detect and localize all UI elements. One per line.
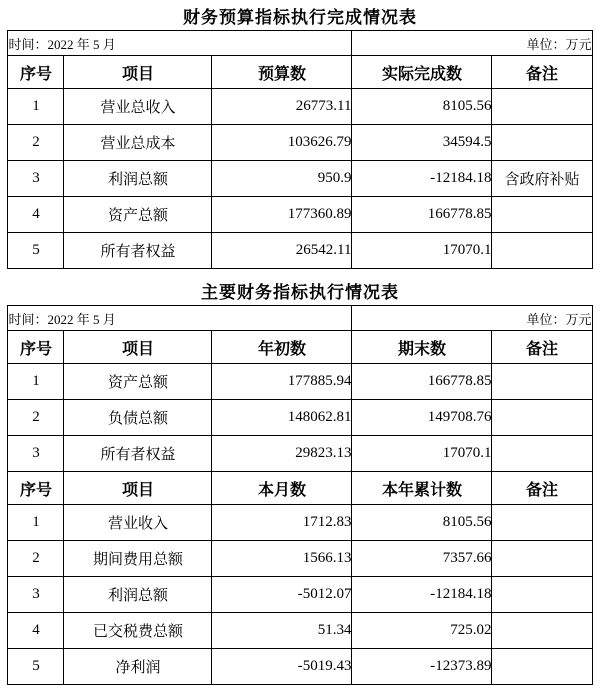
row-value-end: 149708.76 (352, 400, 492, 436)
row-value-budget: 950.9 (212, 161, 352, 197)
row-index: 4 (8, 197, 64, 233)
row-value-begin: 29823.13 (212, 436, 352, 472)
row-index: 2 (8, 541, 64, 577)
row-value-actual: -12184.18 (352, 161, 492, 197)
row-value-budget: 177360.89 (212, 197, 352, 233)
row-value-end: 166778.85 (352, 364, 492, 400)
row-index: 3 (8, 577, 64, 613)
row-value-ytd: 7357.66 (352, 541, 492, 577)
row-index: 3 (8, 436, 64, 472)
section2a-header-begin: 年初数 (212, 331, 352, 364)
table-row (8, 400, 592, 436)
section1-title: 财务预算指标执行完成情况表 (182, 7, 417, 27)
row-item: 已交税费总额 (64, 613, 212, 649)
table-row (8, 125, 592, 161)
section1-header-index: 序号 (8, 56, 64, 89)
section2a-header-index: 序号 (8, 331, 64, 364)
table-row (8, 541, 592, 577)
row-item: 资产总额 (64, 364, 212, 400)
row-value-actual: 17070.1 (352, 233, 492, 269)
row-item: 负债总额 (64, 400, 212, 436)
table-row (8, 233, 592, 269)
row-value-month: 51.34 (212, 613, 352, 649)
row-index: 1 (8, 364, 64, 400)
row-note (492, 505, 592, 541)
section2b-header-note: 备注 (492, 472, 592, 505)
section2-meta-row (8, 306, 592, 331)
section1-meta-right: 单位：万元 (352, 31, 592, 56)
table-row (8, 197, 592, 233)
table-row (8, 161, 592, 197)
row-item: 营业收入 (64, 505, 212, 541)
row-value-ytd: -12184.18 (352, 577, 492, 613)
table-row (8, 436, 592, 472)
section1-header-row (8, 56, 592, 89)
section1-title-row (8, 0, 592, 31)
row-value-begin: 148062.81 (212, 400, 352, 436)
section1-header-budget: 预算数 (212, 56, 352, 89)
row-index: 4 (8, 613, 64, 649)
section1-meta-row (8, 31, 592, 56)
section2a-header-item: 项目 (64, 331, 212, 364)
row-item: 净利润 (64, 649, 212, 685)
row-item: 营业总成本 (64, 125, 212, 161)
row-value-budget: 26542.11 (212, 233, 352, 269)
row-index: 5 (8, 233, 64, 269)
row-note (492, 541, 592, 577)
row-note: 含政府补贴 (492, 161, 592, 197)
table-row (8, 505, 592, 541)
section2-title: 主要财务指标执行情况表 (201, 282, 399, 302)
row-value-month: 1566.13 (212, 541, 352, 577)
row-note (492, 649, 592, 685)
row-value-ytd: -12373.89 (352, 649, 492, 685)
row-value-ytd: 8105.56 (352, 505, 492, 541)
table-row (8, 613, 592, 649)
row-note (492, 364, 592, 400)
section2a-header-note: 备注 (492, 331, 592, 364)
row-value-end: 17070.1 (352, 436, 492, 472)
section2-title-row (8, 275, 592, 306)
section2-header-row-a (8, 331, 592, 364)
row-value-ytd: 725.02 (352, 613, 492, 649)
row-note (492, 400, 592, 436)
row-value-month: -5019.43 (212, 649, 352, 685)
row-index: 3 (8, 161, 64, 197)
row-item: 利润总额 (64, 161, 212, 197)
section2-header-row-b (8, 472, 592, 505)
table-row (8, 364, 592, 400)
section2b-header-index: 序号 (8, 472, 64, 505)
row-value-month: 1712.83 (212, 505, 352, 541)
row-note (492, 125, 592, 161)
row-index: 2 (8, 125, 64, 161)
row-note (492, 613, 592, 649)
section1-header-item: 项目 (64, 56, 212, 89)
row-value-budget: 103626.79 (212, 125, 352, 161)
section2b-header-ytd: 本年累计数 (352, 472, 492, 505)
section2b-header-item: 项目 (64, 472, 212, 505)
section2-meta-right: 单位：万元 (352, 306, 592, 331)
row-item: 营业总收入 (64, 89, 212, 125)
section2a-header-end: 期末数 (352, 331, 492, 364)
row-item: 期间费用总额 (64, 541, 212, 577)
section1-meta-left: 时间：2022 年 5 月 (8, 31, 352, 56)
row-item: 所有者权益 (64, 436, 212, 472)
row-index: 1 (8, 89, 64, 125)
section1-header-note: 备注 (492, 56, 592, 89)
table-row (8, 577, 592, 613)
section2b-header-month: 本月数 (212, 472, 352, 505)
row-value-actual: 166778.85 (352, 197, 492, 233)
row-value-begin: 177885.94 (212, 364, 352, 400)
row-value-actual: 34594.5 (352, 125, 492, 161)
row-note (492, 89, 592, 125)
table-row (8, 89, 592, 125)
row-index: 2 (8, 400, 64, 436)
row-item: 所有者权益 (64, 233, 212, 269)
budget-execution-table (7, 0, 592, 269)
section1-header-actual: 实际完成数 (352, 56, 492, 89)
row-item: 资产总额 (64, 197, 212, 233)
row-value-actual: 8105.56 (352, 89, 492, 125)
row-index: 1 (8, 505, 64, 541)
row-index: 5 (8, 649, 64, 685)
key-financial-indicators-table (7, 275, 592, 685)
row-note (492, 436, 592, 472)
row-value-budget: 26773.11 (212, 89, 352, 125)
section2-meta-left: 时间：2022 年 5 月 (8, 306, 352, 331)
row-value-month: -5012.07 (212, 577, 352, 613)
row-note (492, 233, 592, 269)
row-note (492, 197, 592, 233)
table-row (8, 649, 592, 685)
row-item: 利润总额 (64, 577, 212, 613)
row-note (492, 577, 592, 613)
